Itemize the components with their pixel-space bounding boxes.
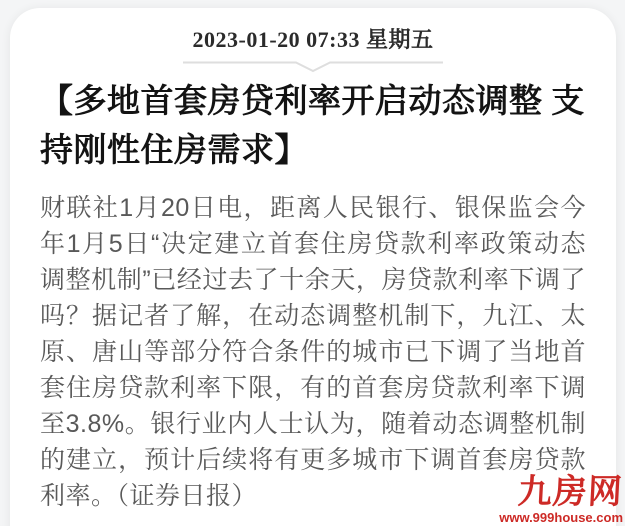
article-timestamp: 2023-01-20 07:33 星期五 <box>192 27 434 52</box>
divider-notch <box>183 61 443 73</box>
article-card-content <box>10 8 616 526</box>
brand-logo-text: 九房网 <box>517 473 624 511</box>
article-body: 财联社1月20日电，距离人民银行、银保监会今年1月5日“决定建立首套住房贷款利率政策动态调整机制”已经过去了十余天，房贷款利率下调了吗？据记者了解，在动态调整机制下，九江、太原、唐山等部分符合条件的城市已下调了当地首套住房贷款利率下限，有的首套房贷款利率下调至3.8%。银行业内人士认为，随着动态调整机制的建立，预计后续将有更多城市下调首套房贷款利率。（证券日报） <box>40 194 586 510</box>
watermark-logo <box>499 475 623 524</box>
article-card[interactable] <box>10 8 616 526</box>
brand-logo-url: www.999house.com <box>499 510 623 525</box>
article-title: 【多地首套房贷利率开启动态调整 支持刚性住房需求】 <box>40 84 585 169</box>
